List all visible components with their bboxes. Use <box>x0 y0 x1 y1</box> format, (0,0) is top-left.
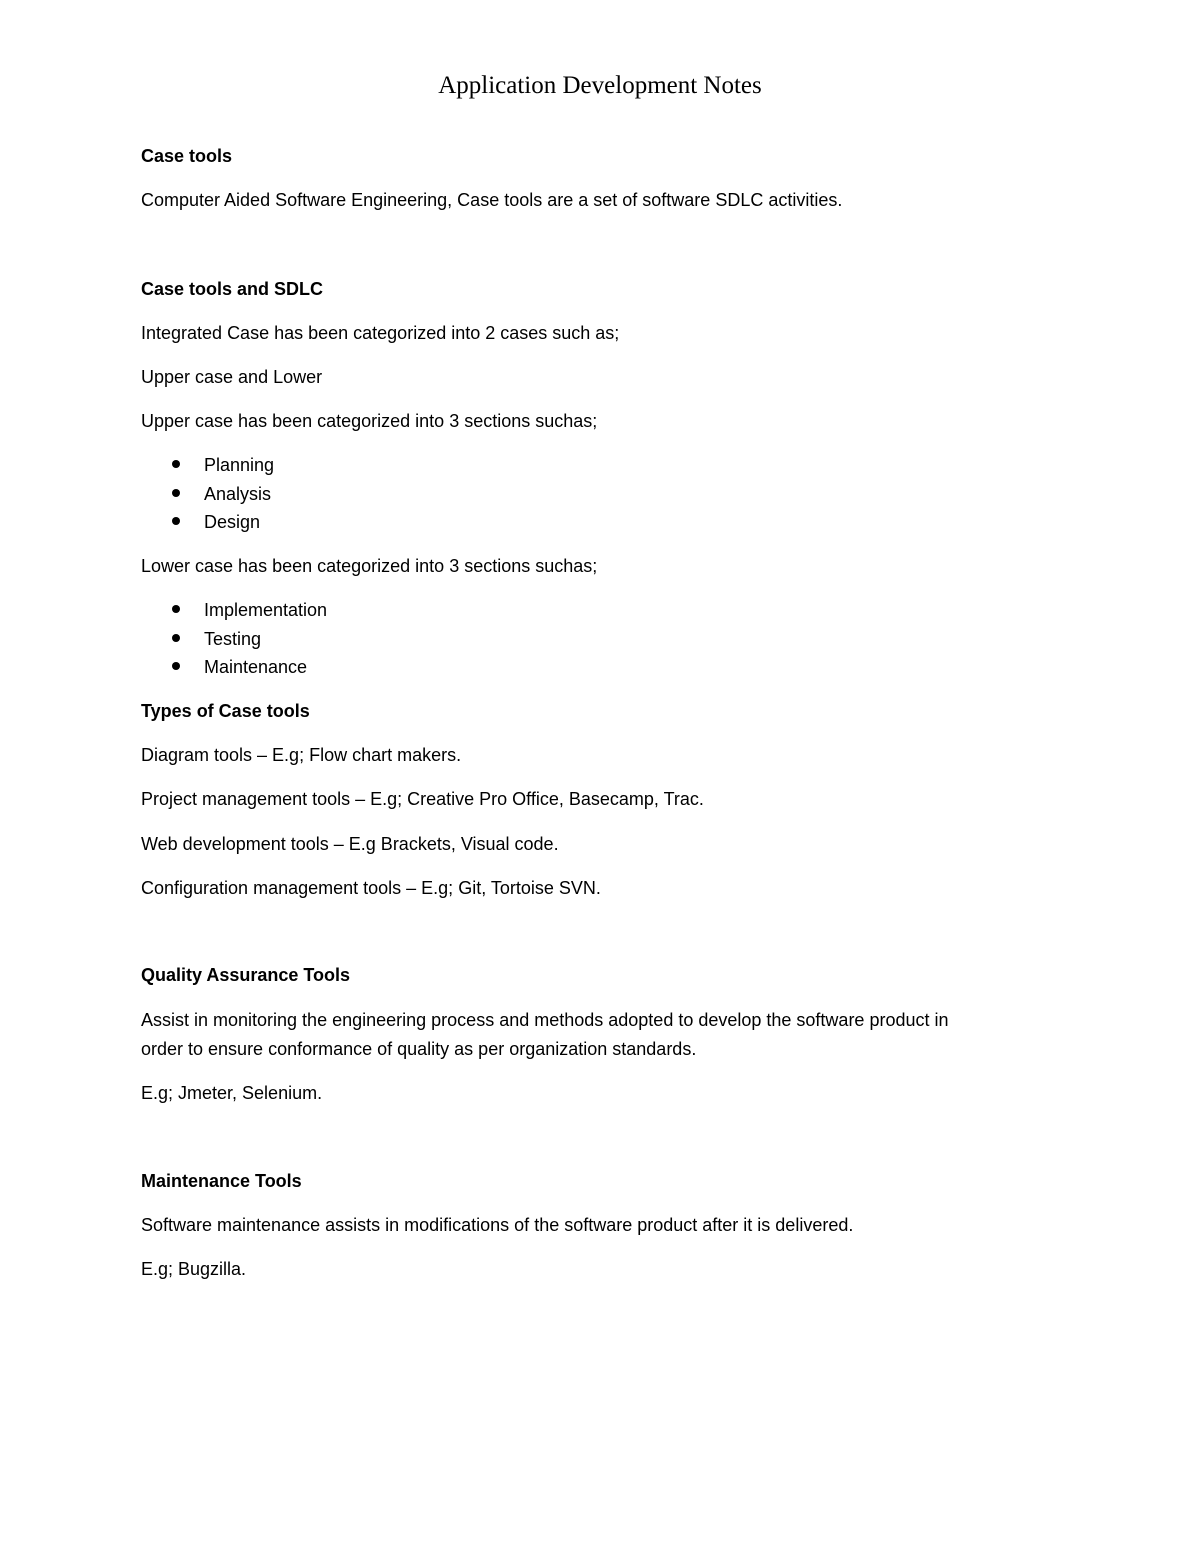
bullet-icon <box>172 489 180 497</box>
list-item-design: Design <box>172 510 260 534</box>
configuration-management-tools-text: Configuration management tools – E.g; Git, Tortoise SVN. <box>141 878 601 898</box>
qa-body-line-2: order to ensure conformance of quality as per organization standards. <box>141 1039 697 1059</box>
upper-case-intro: Upper case has been categorized into 3 sections suchas; <box>141 411 598 431</box>
list-item-maintenance: Maintenance <box>172 655 307 679</box>
upper-lower-text: Upper case and Lower <box>141 367 323 387</box>
case-tools-definition: Computer Aided Software Engineering, Case tools are a set of software SDLC activities. <box>141 190 843 210</box>
lower-case-intro: Lower case has been categorized into 3 sections suchas; <box>141 556 598 576</box>
list-item-testing: Testing <box>172 627 261 651</box>
qa-example: E.g; Jmeter, Selenium. <box>141 1083 323 1103</box>
web-development-tools-text: Web development tools – E.g Brackets, Visual code. <box>141 834 559 854</box>
page-title: Application Development Notes <box>438 72 762 99</box>
section-heading-case-tools: Case tools <box>141 146 233 166</box>
list-item-implementation: Implementation <box>172 598 327 622</box>
bullet-icon <box>172 634 180 642</box>
bullet-icon <box>172 605 180 613</box>
integrated-case-text: Integrated Case has been categorized into 2 cases such as; <box>141 323 620 343</box>
section-heading-types: Types of Case tools <box>141 701 310 721</box>
diagram-tools-text: Diagram tools – E.g; Flow chart makers. <box>141 745 462 765</box>
section-heading-qa: Quality Assurance Tools <box>141 965 351 985</box>
list-item-planning: Planning <box>172 453 274 477</box>
bullet-icon <box>172 662 180 670</box>
list-item-analysis: Analysis <box>172 482 271 506</box>
bullet-icon <box>172 460 180 468</box>
section-heading-maintenance: Maintenance Tools <box>141 1171 302 1191</box>
maintenance-example: E.g; Bugzilla. <box>141 1259 247 1279</box>
project-management-tools-text: Project management tools – E.g; Creative Pro Office, Basecamp, Trac. <box>141 789 704 809</box>
section-heading-case-tools-sdlc: Case tools and SDLC <box>141 279 324 299</box>
qa-body-line-1: Assist in monitoring the engineering process and methods adopted to develop the software product in <box>141 1010 949 1030</box>
maintenance-body: Software maintenance assists in modifications of the software product after it is delivered. <box>141 1215 854 1235</box>
bullet-icon <box>172 517 180 525</box>
